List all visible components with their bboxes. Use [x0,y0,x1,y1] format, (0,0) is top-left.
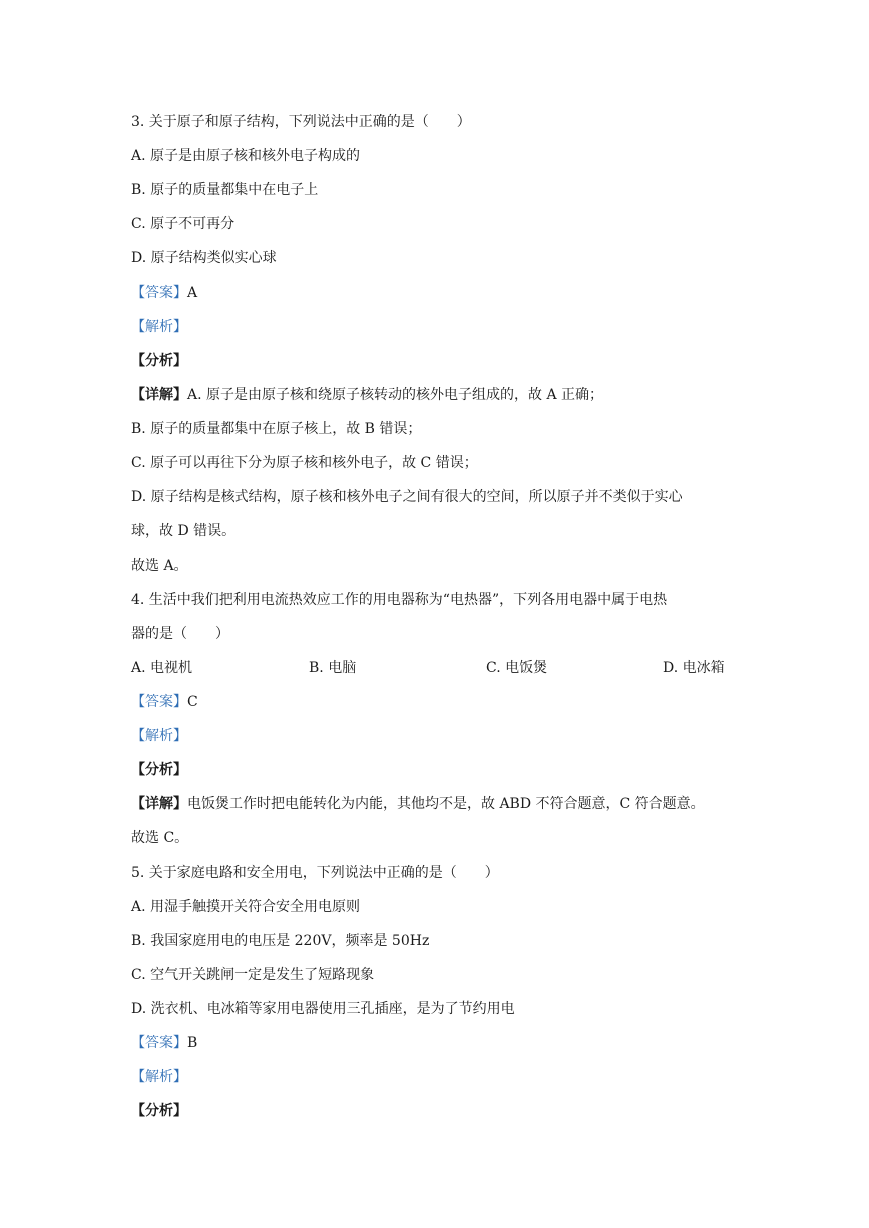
answer-value: A [187,285,198,301]
detail-label: 【详解】 [131,387,187,403]
question-3-detail-line-2: B. 原子的质量都集中在原子核上，故 B 错误； [131,421,422,437]
question-3-conclusion: 故选 A。 [131,558,188,574]
answer-label: 【答案】 [131,694,187,710]
question-5-option-b: B. 我国家庭用电的电压是 220V，频率是 50Hz [131,933,430,949]
question-3-stem: 3. 关于原子和原子结构，下列说法中正确的是（ ） [131,114,471,130]
question-4-option-d: D. 电冰箱 [663,660,725,676]
question-4-detail [131,795,705,813]
question-3-option-b: B. 原子的质量都集中在电子上 [131,182,319,198]
question-3-detail-line-1 [131,386,603,404]
question-4-fenxi-label: 【分析】 [131,762,187,778]
question-5-analysis-label: 【解析】 [131,1069,187,1085]
question-3-answer [131,284,197,302]
answer-label: 【答案】 [131,1035,187,1051]
question-4-conclusion: 故选 C。 [131,830,189,846]
question-4-stem-line-1: 4. 生活中我们把利用电流热效应工作的用电器称为“电热器”，下列各用电器中属于电热 [131,592,668,608]
answer-value: C [187,694,198,710]
question-5-option-c: C. 空气开关跳闸一定是发生了短路现象 [131,967,375,983]
answer-label: 【答案】 [131,285,187,301]
answer-value: B [187,1035,198,1051]
detail-text: A. 原子是由原子核和绕原子核转动的核外电子组成的，故 A 正确； [187,387,604,403]
question-5-answer [131,1034,197,1052]
question-3-detail-line-4: D. 原子结构是核式结构，原子核和核外电子之间有很大的空间，所以原子并不类似于实心 [131,489,683,505]
question-5-stem: 5. 关于家庭电路和安全用电，下列说法中正确的是（ ） [131,865,499,881]
question-4-option-a: A. 电视机 [131,660,193,676]
question-3-detail-line-3: C. 原子可以再往下分为原子核和核外电子，故 C 错误； [131,455,478,471]
question-3-fenxi-label: 【分析】 [131,353,187,369]
question-3-option-c: C. 原子不可再分 [131,216,235,232]
question-3-option-d: D. 原子结构类似实心球 [131,250,277,266]
question-5-option-d: D. 洗衣机、电冰箱等家用电器使用三孔插座，是为了节约用电 [131,1001,515,1017]
question-4-answer [131,693,198,711]
question-4-stem-line-2: 器的是（ ） [131,626,229,642]
question-5-fenxi-label: 【分析】 [131,1103,187,1119]
detail-label: 【详解】 [131,796,187,812]
detail-text: 电饭煲工作时把电能转化为内能，其他均不是，故 ABD 不符合题意，C 符合题意。 [187,796,705,812]
question-4-analysis-label: 【解析】 [131,728,187,744]
question-4-option-c: C. 电饭煲 [486,660,548,676]
question-3-option-a: A. 原子是由原子核和核外电子构成的 [131,148,361,164]
question-5-option-a: A. 用湿手触摸开关符合安全用电原则 [131,899,361,915]
question-3-detail-line-5: 球，故 D 错误。 [131,523,236,539]
question-3-analysis-label: 【解析】 [131,319,187,335]
question-4-option-b: B. 电脑 [309,660,357,676]
